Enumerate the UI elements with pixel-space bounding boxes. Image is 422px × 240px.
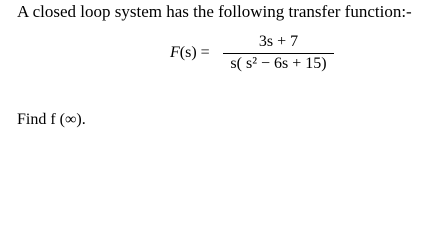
numerator: 3s + 7 bbox=[258, 33, 299, 50]
problem-intro-text: A closed loop system has the following transfer function:- bbox=[17, 2, 412, 21]
function-argument: (s) = bbox=[179, 44, 210, 61]
equation-lhs bbox=[170, 43, 210, 63]
question-text: Find f (∞). bbox=[17, 111, 86, 128]
fraction-bar bbox=[223, 53, 334, 54]
denominator: s( s² − 6s + 15) bbox=[230, 55, 327, 72]
fraction bbox=[223, 33, 334, 75]
function-name: F bbox=[170, 44, 180, 61]
